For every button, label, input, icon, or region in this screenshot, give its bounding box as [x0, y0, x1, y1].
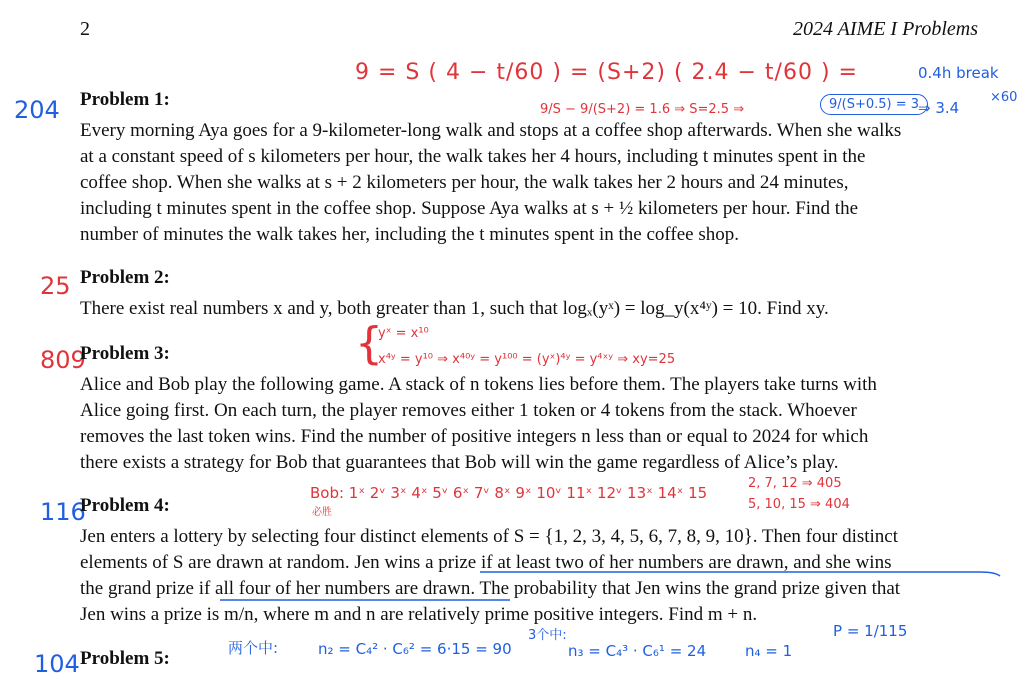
p4-pattern-2: 5, 10, 15 ⇒ 404: [748, 497, 850, 512]
p4-pattern-1: 2, 7, 12 ⇒ 405: [748, 476, 842, 491]
p5-prob: P = 1/115: [833, 622, 908, 640]
p2-line: There exist real numbers x and y, both greater than 1, such that logₓ(yˣ) = log_y(x⁴ʸ) = 10. Find xy.: [80, 298, 829, 319]
p3-line: Alice going first. On each turn, the player removes either 1 token or 4 tokens from the stack. Whoever: [80, 400, 857, 421]
p4-line: Jen wins a prize is m/n, where m and n are relatively prime positive integers. Find m + n.: [80, 604, 758, 625]
p1-x60: ×60: [990, 90, 1018, 105]
p5-n2: n₂ = C₄² · C₆² = 6·15 = 90: [318, 640, 512, 658]
p4-line: the grand prize if all four of her numbers are drawn. The probability that Jen wins the grand prize given that: [80, 578, 901, 599]
system-brace: {: [355, 318, 383, 369]
p1-line: number of minutes the walk takes her, including the t minutes spent in the coffee shop.: [80, 224, 739, 245]
answer-note-p2: 25: [40, 272, 71, 300]
answer-note-p3: 809: [40, 346, 86, 374]
problem-1-title: Problem 1:: [80, 89, 170, 110]
p3-sys-line2: x⁴ʸ = y¹⁰ ⇒ x⁴⁰ʸ = y¹⁰⁰ = (yˣ)⁴ʸ = y⁴ˣʸ ⇒ xy=25: [378, 352, 676, 367]
p1-eq-top: 9 = S ( 4 − t/60 ) = (S+2) ( 2.4 − t/60 ) =: [355, 60, 858, 85]
p1-result: ⇒ 3.4: [918, 99, 960, 117]
p3-line: Alice and Bob play the following game. A stack of n tokens lies before them. The players take turns with: [80, 374, 877, 395]
p1-line: including t minutes spent in the coffee shop. Suppose Aya walks at s + ½ kilometers per hour. Find the: [80, 198, 859, 219]
p5-n3: n₃ = C₄³ · C₆¹ = 24: [568, 642, 707, 660]
p5-two-label: 两个中:: [228, 639, 279, 657]
p1-line: at a constant speed of s kilometers per hour, the walk takes her 4 hours, including t minutes spent in the: [80, 146, 866, 167]
problem-3-title: Problem 3:: [80, 343, 170, 364]
problem-4-title: Problem 4:: [80, 495, 170, 516]
problem-5-title: Problem 5:: [80, 648, 170, 669]
problem-2-text: [80, 296, 980, 322]
page-number: 2: [80, 18, 90, 40]
p1-break-note: 0.4h break: [918, 64, 999, 82]
problem-2-title: Problem 2:: [80, 267, 170, 288]
p3-line: there exists a strategy for Bob that guarantees that Bob will win the game regardless of Alice’s play.: [80, 452, 839, 473]
p5-three-label: 3个中:: [528, 628, 567, 643]
p1-eq-second: 9/S − 9/(S+2) = 1.6 ⇒ S=2.5 ⇒: [540, 102, 745, 117]
p1-line: Every morning Aya goes for a 9-kilometer-long walk and stops at a coffee shop afterwards. When she walks: [80, 120, 902, 141]
p5-n4: n₄ = 1: [745, 642, 793, 660]
answer-note-p5: 104: [34, 650, 80, 678]
p4-line: Jen enters a lottery by selecting four distinct elements of S = {1, 2, 3, 4, 5, 6, 7, 8, 9, 10}. Then four distinct: [80, 526, 899, 547]
p4-line: elements of S are drawn at random. Jen wins a prize if at least two of her numbers are drawn, and she wins: [80, 552, 892, 573]
p3-line: removes the last token wins. Find the number of positive integers n less than or equal to 2024 for which: [80, 426, 869, 447]
p3-sys-line1: yˣ = x¹⁰: [378, 326, 429, 341]
problem-1-text: [80, 118, 980, 248]
p4-bob-sub: 必胜: [312, 507, 332, 518]
p1-circled: 9/(S+0.5) = 3: [820, 94, 928, 115]
problem-3-text: [80, 372, 980, 476]
p4-bob-line: Bob: 1ˣ 2ᵛ 3ˣ 4ˣ 5ᵛ 6ˣ 7ᵛ 8ˣ 9ˣ 10ᵛ 11ˣ 12ᵛ 13ˣ 14ˣ 15: [310, 484, 708, 502]
answer-note-p4: 116: [40, 498, 86, 526]
answer-note-p1: 204: [14, 96, 60, 124]
document-title: 2024 AIME I Problems: [793, 18, 978, 40]
p4-underline-ink: [200, 566, 1010, 606]
p1-line: coffee shop. When she walks at s + 2 kilometers per hour, the walk takes her 2 hours and 24 minutes,: [80, 172, 849, 193]
